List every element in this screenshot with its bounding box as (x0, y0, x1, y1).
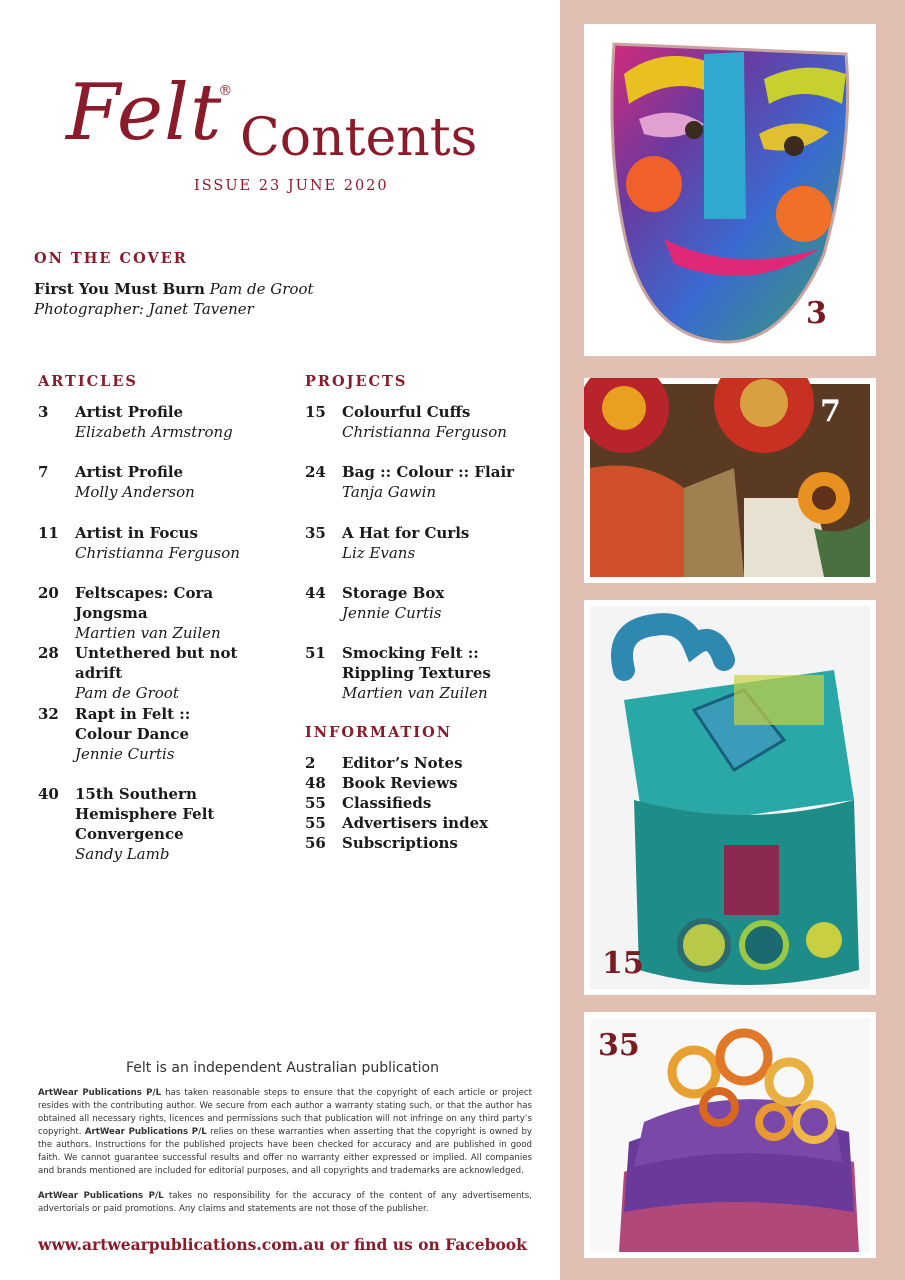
cover-heading: ON THE COVER (34, 250, 188, 267)
project-image-cuffs[interactable] (584, 600, 876, 995)
toc-entry[interactable]: 3 Artist Profile Elizabeth Armstrong (38, 403, 233, 441)
image-page-number: 35 (598, 1028, 640, 1063)
image-page-number: 7 (820, 394, 841, 429)
toc-entry[interactable]: 28 Untethered but not adrift Pam de Groot (38, 644, 238, 702)
image-page-number: 15 (602, 946, 644, 981)
independent-note: Felt is an independent Australian publication (126, 1060, 439, 1076)
toc-entry[interactable]: 40 15th Southern Hemisphere Felt Convergence Sandy Lamb (38, 785, 215, 863)
toc-entry[interactable]: 24 Bag :: Colour :: Flair Tanja Gawin (305, 463, 515, 501)
toc-entry[interactable]: 32 Rapt in Felt :: Colour Dance Jennie Curtis (38, 705, 191, 763)
projects-heading: PROJECTS (305, 373, 408, 390)
felt-mask-picture (584, 24, 876, 356)
issue-label: ISSUE 23 JUNE 2020 (194, 178, 389, 194)
cover-photographer: Photographer: Janet Tavener (34, 300, 254, 318)
toc-entry[interactable]: 20 Feltscapes: Cora Jongsma Martien van Zuilen (38, 584, 221, 642)
copyright-disclaimer: ArtWear Publications P/L has taken reasonable steps to ensure that the copyright of each article or project resides with the contributing author. We secure from each author a warranty stating such, or that the author has obtained all necessary rights, licences and permissions such that publication will not infringe on any third party’s copyright. ArtWear Publications P/L relies on these warranties when asserting that the copyright is owned by the authors. Instructions for the published projects have been checked for accuracy and are published in good faith. We cannot guarantee successful results and offer no warranty either expressed or implied. All companies and brands mentioned are included for editorial purposes, and all copyrights and trademarks are acknowledged. (38, 1088, 533, 1176)
advertising-disclaimer: ArtWear Publications P/L takes no responsibility for the accuracy of the content of any advertisements, advertorials or paid promotions. Any claims and statements are not those of the publisher. (38, 1191, 532, 1214)
cover-credit: First You Must Burn Pam de Groot (34, 280, 314, 298)
cover-image-mask[interactable] (584, 24, 876, 356)
toc-entry[interactable]: 7 Artist Profile Molly Anderson (38, 463, 195, 501)
image-page-number: 3 (806, 296, 827, 331)
information-heading: INFORMATION (305, 724, 452, 741)
felt-logo: Felt® (66, 68, 234, 158)
toc-entry[interactable]: 51 Smocking Felt :: Rippling Textures Martien van Zuilen (305, 644, 491, 702)
article-image-seedpod[interactable] (584, 378, 876, 583)
felt-cuffs-picture (584, 600, 876, 995)
toc-entry[interactable]: 44 Storage Box Jennie Curtis (305, 584, 445, 622)
toc-entry[interactable]: 35 A Hat for Curls Liz Evans (305, 524, 470, 562)
website-link[interactable]: www.artwearpublications.com.au or find us on Facebook (38, 1235, 527, 1254)
toc-entry[interactable]: 11 Artist in Focus Christianna Ferguson (38, 524, 240, 562)
articles-heading: ARTICLES (38, 373, 138, 390)
page-title: Contents (240, 108, 478, 168)
image-panel (560, 0, 905, 1280)
toc-entry[interactable]: 15 Colourful Cuffs Christianna Ferguson (305, 403, 507, 441)
project-image-hat[interactable] (584, 1012, 876, 1258)
